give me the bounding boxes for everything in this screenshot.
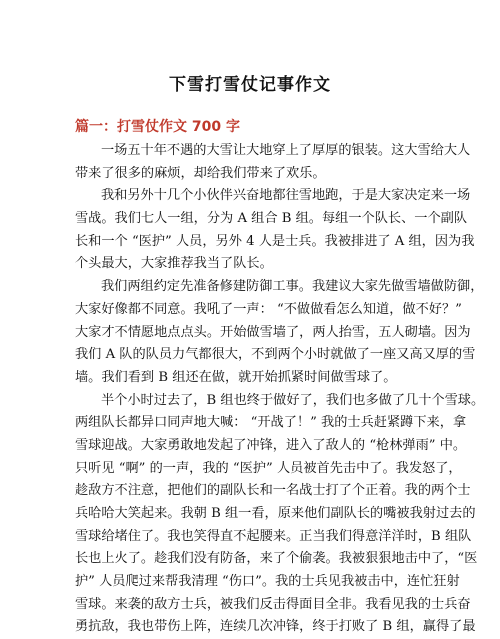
text-line: 长和一个 “医护” 人员，另外 4 人是士兵。我被排进了 A 组，因为我 bbox=[75, 233, 475, 249]
text-line: 带来了很多的麻烦，却给我们带来了欢乐。 bbox=[75, 165, 326, 181]
section-heading: 篇一：打雪仗作文 700 字 bbox=[75, 119, 240, 135]
text-line: 护” 人员爬过来帮我清理 “伤口”。我的士兵见我被击中，连忙狂射 bbox=[75, 574, 460, 590]
text-line: 雪球迎战。大家勇敢地发起了冲锋，进入了敌人的 “枪林弹雨” 中。 bbox=[75, 437, 467, 453]
text-line: 雪战。我们七人一组，分为 A 组合 B 组。每组一个队长、一个副队 bbox=[75, 211, 468, 227]
text-line: 个头最大，大家推荐我当了队长。 bbox=[75, 256, 273, 272]
text-line: 大家才不情愿地点点头。开始做雪墙了，两人抬雪，五人砌墙。因为 bbox=[75, 324, 471, 340]
text-line: 我和另外十几个小伙伴兴奋地都往雪地跑，于是大家决定来一场 bbox=[101, 188, 471, 204]
text-line: 趁敌方不注意，把他们的副队长和一名战士打了个正着。我的两个士 bbox=[75, 483, 471, 499]
text-line: 只听见 “啊” 的一声，我的 “医护” 人员被首先击中了。我发怒了， bbox=[75, 460, 462, 476]
text-line: 兵哈哈大笑起来。我朝 B 组一看，原来他们副队长的嘴被我射过去的 bbox=[75, 506, 476, 521]
text-line: 雪球。来袭的敌方士兵，被我们反击得面目全非。我看见我的士兵奋 bbox=[75, 596, 471, 612]
document-title: 下雪打雪仗记事作文 bbox=[169, 75, 331, 95]
text-line: 半个小时过去了，B 组也终于做好了，我们也多做了几十个雪球。 bbox=[101, 392, 485, 408]
text-line: 雪球给堵住了。我也笑得直不起腰来。正当我们得意洋洋时，B 组队 bbox=[75, 528, 472, 544]
text-line: 我们 A 队的队员力气都很大，不到两个小时就做了一座又高又厚的雪 bbox=[75, 347, 476, 363]
text-line: 大家好像都不同意。我吼了一声： “不做做看怎么知道，做不好？” bbox=[75, 301, 462, 317]
text-line: 墙。我们看到 B 组还在做，就开始抓紧时间做雪球了。 bbox=[75, 369, 397, 385]
text-line: 长也上火了。趁我们没有防备，来了个偷袭。我被狠狠地击中了，“医 bbox=[75, 551, 478, 567]
text-line: 两组队长都异口同声地大喊： “开战了！” 我的士兵赶紧蹲下来，拿 bbox=[75, 415, 467, 431]
text-line: 我们两组约定先准备修建防御工事。我建议大家先做雪墙做防御， bbox=[101, 279, 484, 295]
document-body bbox=[75, 140, 485, 639]
text-line: 勇抗敌，我也带伤上阵，连续几次冲锋，终于打败了 B 组，赢得了最 bbox=[75, 619, 476, 635]
text-line: 一场五十年不遇的大雪让大地穿上了厚厚的银装。这大雪给大人 bbox=[101, 143, 471, 158]
